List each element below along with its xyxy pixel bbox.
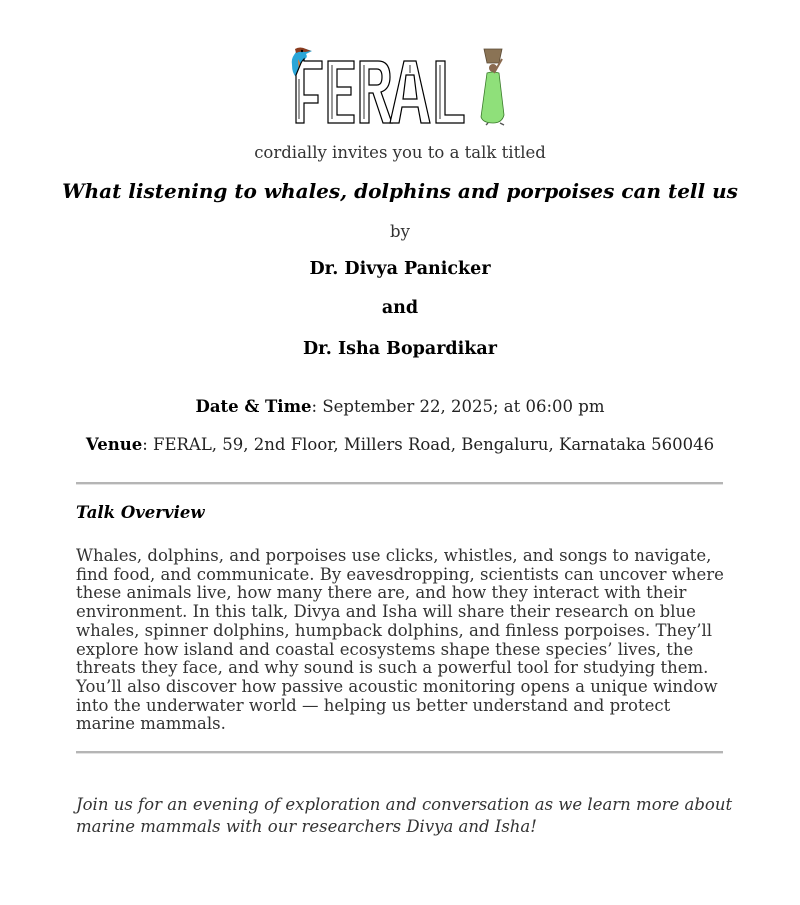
venue-value: : FERAL, 59, 2nd Floor, Millers Road, Bengaluru, Karnataka 560046 xyxy=(142,435,715,454)
venue xyxy=(0,435,800,454)
woman-with-basket-icon xyxy=(481,49,504,125)
divider xyxy=(76,482,723,485)
date-label: Date & Time xyxy=(195,397,312,416)
overview-heading: Talk Overview xyxy=(76,503,205,522)
date-time xyxy=(0,397,800,416)
date-value: : September 22, 2025; at 06:00 pm xyxy=(311,397,605,416)
speaker-name: Dr. Divya Panicker xyxy=(309,259,491,279)
invite-line: cordially invites you to a talk titled xyxy=(254,143,546,162)
by-line: by xyxy=(390,222,410,241)
speaker-name: Dr. Isha Bopardikar xyxy=(303,339,497,359)
feral-logo xyxy=(288,45,514,127)
closing-text: Join us for an evening of exploration and conversation as we learn more about marine mammals with our researchers Divya and Isha! xyxy=(76,795,733,836)
divider xyxy=(76,751,723,754)
overview-text: Whales, dolphins, and porpoises use clicks, whistles, and songs to navigate, find food, and communicate. By eavesdropping, scientists can uncover where these animals live, how many there are, and how they interact with their environment. In this talk, Divya and Isha will share their research on blue whales, spinner dolphins, humpback dolphins, and finless porpoises. They’ll explore how island and coastal ecosystems shape these species’ lives, the threats they face, and why sound is such a powerful tool for studying them. You’ll also discover how passive acoustic monitoring opens a unique window into the underwater world — helping us better understand and protect marine mammals. xyxy=(76,546,724,734)
venue-label: Venue xyxy=(85,435,143,454)
and-line: and xyxy=(381,298,419,318)
talk-title: What listening to whales, dolphins and porpoises can tell us xyxy=(62,179,738,203)
